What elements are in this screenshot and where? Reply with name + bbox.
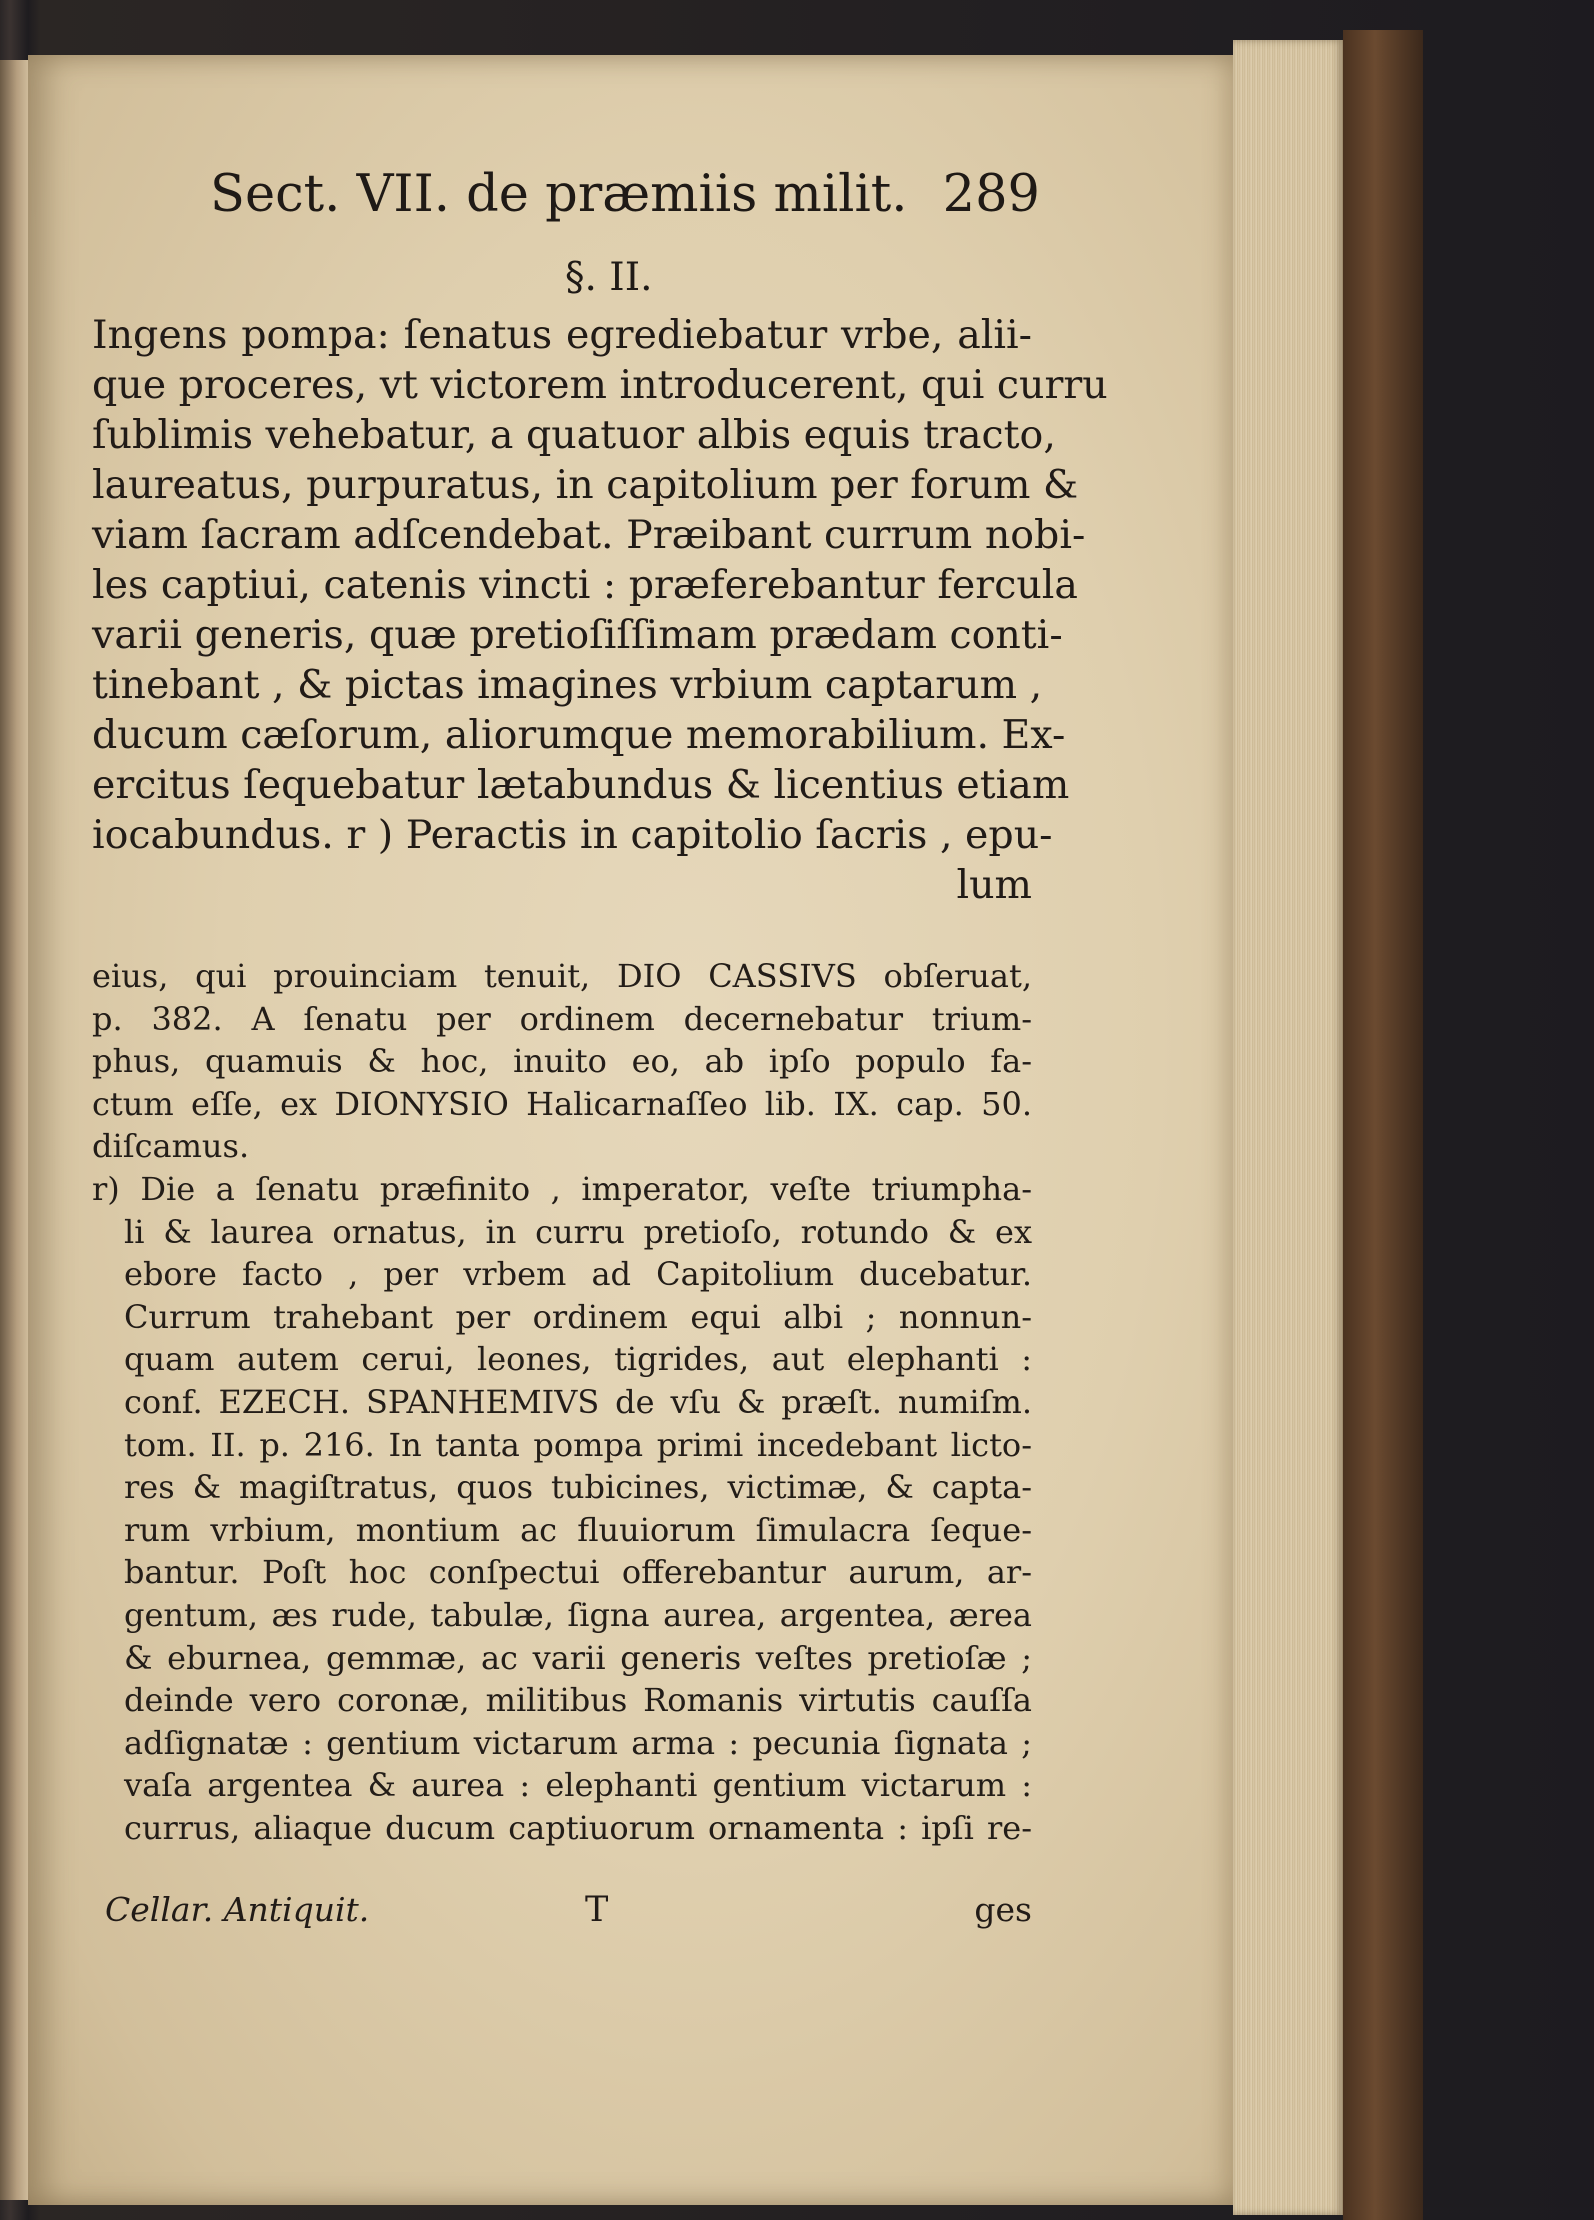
text-line: ſublimis vehebatur, a quatuor albis equis tracto, — [92, 412, 1056, 458]
footnote-line: gentum, æs rude, tabulæ, ſigna aurea, argentea, ærea — [124, 1595, 1032, 1634]
footnote-line: conf. EZECH. SPANHEMIVS de vſu & præſt. numiſm. — [124, 1382, 1032, 1421]
text-line: viam ſacram adſcendebat. Præibant currum nobi- — [92, 512, 1086, 558]
text-line: ducum cæſorum, aliorumque memorabilium. Ex- — [92, 712, 1066, 758]
footnote-line: bantur. Poſt hoc conſpectui offerebantur aurum, ar- — [124, 1553, 1032, 1592]
text-line: que proceres, vt victorem introducerent, qui curru — [92, 362, 1108, 408]
main-text — [92, 310, 1108, 910]
page-fore-edge — [1233, 40, 1343, 2215]
footnote-line: & eburnea, gemmæ, ac varii generis veſtes pretioſæ ; — [124, 1638, 1032, 1677]
footnote-line: Currum trahebant per ordinem equi albi ; nonnun- — [124, 1297, 1032, 1336]
footnotes — [92, 955, 1032, 1849]
footnote-line: eius, qui prouinciam tenuit, DIO CASSIVS obſeruat, — [92, 957, 1032, 995]
footnote-line: phus, quamuis & hoc, inuito eo, ab ipſo populo fa- — [92, 1042, 1032, 1081]
footnote-line: vaſa argentea & aurea : elephanti gentium victarum : — [124, 1766, 1032, 1805]
text-line: laureatus, purpuratus, in capitolium per forum & — [92, 462, 1079, 508]
running-title: Sect. VII. de præmiis milit. — [210, 165, 908, 224]
page-header — [210, 165, 1040, 235]
footnote-line: quam autem cerui, leones, tigrides, aut elephanti : — [124, 1340, 1032, 1379]
text-line: les captiui, catenis vincti : præferebantur fercula — [92, 562, 1078, 608]
text-line-end: lum — [956, 862, 1032, 908]
footnote-line: r) Die a ſenatu præfinito , imperator, veſte triumpha- — [92, 1169, 1032, 1208]
footnote-line: ctum eſſe, ex DIONYSIO Halicarnaſſeo lib. IX. cap. 50. — [92, 1084, 1032, 1123]
footnote-line: deinde vero coronæ, militibus Romanis virtutis cauſſa — [124, 1681, 1032, 1720]
signature-mark: T — [585, 1890, 609, 1930]
text-line: iocabundus. r ) Peractis in capitolio ſacris , epu- — [92, 812, 1053, 858]
catchword: ges — [974, 1890, 1032, 1929]
book-binding — [1343, 30, 1423, 2220]
text-line: Ingens pompa: ſenatus egrediebatur vrbe, alii- — [92, 312, 1032, 358]
footnote-line: ebore facto , per vrbem ad Capitolium ducebatur. — [124, 1255, 1032, 1294]
footnote-line: li & laurea ornatus, in curru pretioſo, rotundo & ex — [124, 1212, 1032, 1251]
page-footer — [105, 1890, 1032, 1940]
footnote-line: tom. II. p. 216. In tanta pompa primi incedebant licto- — [124, 1425, 1032, 1464]
section-heading: §. II. — [565, 255, 653, 300]
footnote-line: rum vrbium, montium ac fluuiorum ſimulacra ſeque- — [124, 1510, 1032, 1549]
footnote-line: p. 382. A ſenatu per ordinem decernebatur trium- — [92, 999, 1032, 1038]
footnote-line: diſcamus. — [92, 1127, 250, 1166]
footnote-line: adſignatæ : gentium victarum arma : pecunia ſignata ; — [124, 1723, 1032, 1762]
text-line: varii generis, quæ pretioſiſſimam prædam conti- — [92, 612, 1063, 658]
text-line: tinebant , & pictas imagines vrbium captarum , — [92, 662, 1043, 708]
text-line: ercitus ſequebatur lætabundus & licentius etiam — [92, 762, 1070, 808]
footnote-line: currus, aliaque ducum captiuorum ornamenta : ipſi re- — [124, 1808, 1032, 1847]
footnote-line: res & magiſtratus, quos tubicines, victimæ, & capta- — [124, 1468, 1032, 1507]
signature-title: Cellar. Antiquit. — [105, 1890, 370, 1929]
page-number: 289 — [942, 165, 1040, 224]
